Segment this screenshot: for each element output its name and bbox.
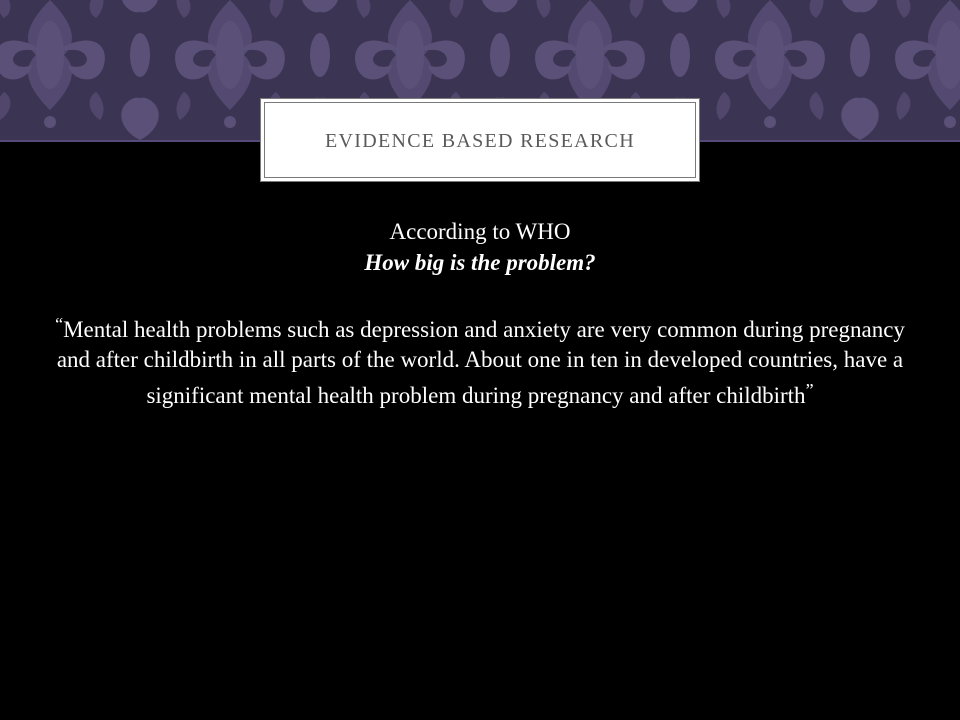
quote-paragraph	[36, 309, 924, 411]
subtitle: How big is the problem?	[364, 250, 596, 275]
spacer	[36, 278, 924, 309]
source-line: According to WHO	[389, 219, 571, 244]
title-box	[260, 98, 700, 182]
open-quote-mark: “	[55, 314, 64, 334]
close-quote-mark: ”	[805, 380, 814, 400]
slide-title: EVIDENCE BASED RESEARCH	[325, 129, 635, 152]
quote-text: Mental health problems such as depression and anxiety are very common during pregnancy and after childbirth in all parts of the world. About one in ten in developed countries, have a significant mental health problem during pregnancy and after childbirth	[56, 317, 905, 408]
slide-body	[36, 216, 924, 411]
